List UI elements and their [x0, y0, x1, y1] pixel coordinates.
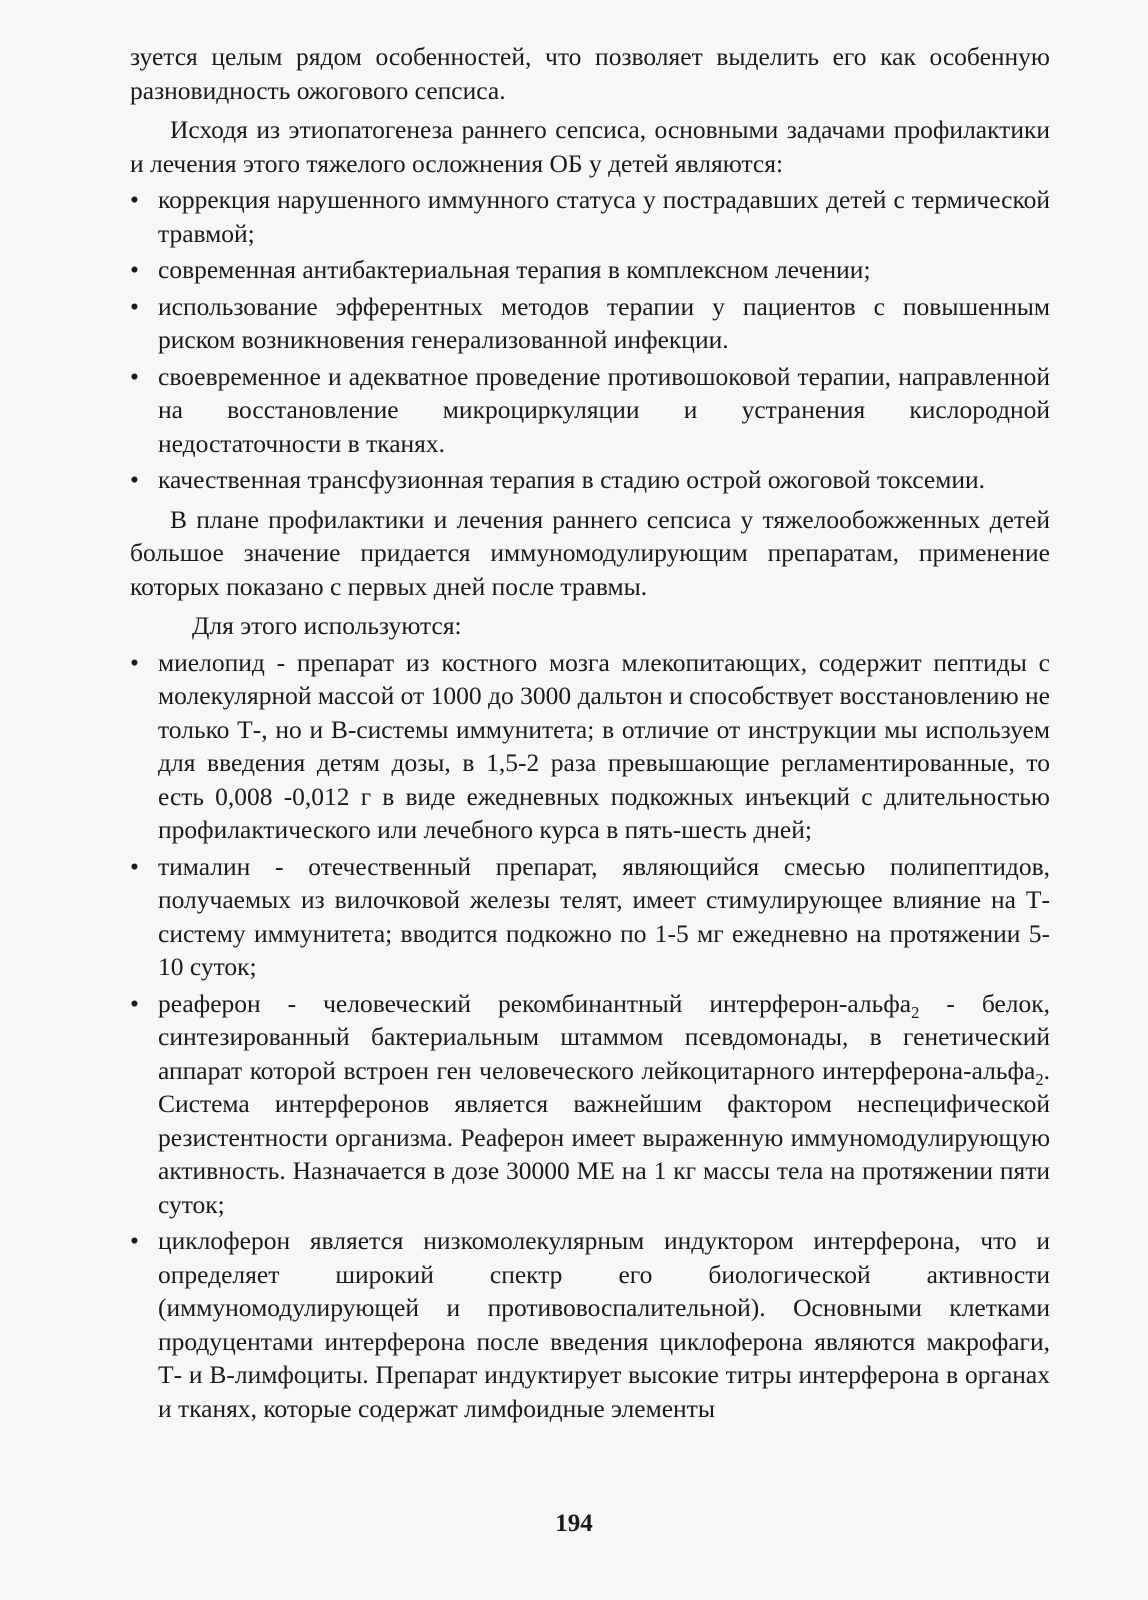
bullet-icon: •	[130, 361, 139, 391]
bullet-icon: •	[130, 851, 139, 881]
used-drugs-heading: Для этого используются:	[192, 611, 462, 640]
list-item-text: качественная трансфузионная терапия в стадию острой ожоговой токсемии.	[158, 465, 986, 494]
subscript: 2	[1035, 1069, 1044, 1089]
list-item-text: современная антибактериальная терапия в комплексном лечении;	[158, 255, 871, 284]
list-item	[130, 360, 1050, 461]
list-item-text: своевременное и адекватное проведение противошоковой терапии, направленной на восстановление микроциркуляции и устранения кислородной недостаточности в тканях.	[158, 361, 1050, 458]
bullet-icon: •	[130, 1226, 139, 1255]
list-item-cikloferon	[130, 1224, 1050, 1425]
list-item	[130, 253, 1050, 287]
bullet-icon: •	[130, 988, 139, 1018]
intro-paragraph: зуется целым рядом особенностей, что позволяет выделить его как особенную разновидность ожогового сепсиса.	[130, 42, 1050, 105]
tasks-intro-paragraph: Исходя из этиопатогенеза раннего сепсиса, основными задачами профилактики и лечения этого тяжелого осложнения ОБ у детей являются:	[130, 115, 1050, 178]
reaferon-text-part-1: реаферон - человеческий рекомбинантный интерферон-альфа	[158, 988, 912, 1018]
reaferon-text-part-3: . Система интерферонов является важнейшим фактором неспецифической резистентности организма. Реаферон имеет выраженную иммуномодулирующую активность. Назначается в дозе 30000 МЕ на 1 кг массы тела на протяжении пяти суток;	[158, 1055, 1050, 1219]
reaferon-text-part-2: - белок, синтезированный бактериальным штаммом псевдомонады, в генетический аппарат которой встроен ген человеческого лейкоцитарного интерферона-альфа	[158, 988, 1051, 1085]
bullet-icon: •	[130, 465, 139, 494]
list-item	[130, 463, 1050, 497]
list-item-text	[158, 989, 1050, 1219]
subscript: 2	[911, 1002, 920, 1022]
tasks-list	[130, 183, 1050, 497]
bullet-icon: •	[130, 647, 139, 677]
list-item-timalin	[130, 850, 1050, 984]
list-item-text: миелопид - препарат из костного мозга млекопитающих, содержит пептиды с молекулярной массой от 1000 до 3000 дальтон и способствует восстановлению не только Т-, но и В-системы иммунитета; в отличие от инструкции мы используем для введения детям дозы, в 1,5-2 раза превышающие регламентированные, то есть 0,008 -0,012 г в виде ежедневных подкожных инъекций с длительностью профилактического или лечебного курса в пять-шесть дней;	[158, 647, 1050, 844]
drugs-list	[130, 646, 1050, 1426]
list-item-reaferon	[130, 987, 1050, 1222]
page-number: 194	[555, 1510, 593, 1537]
bullet-icon: •	[130, 255, 139, 284]
list-item-text: тималин - отечественный препарат, являющийся смесью полипептидов, получаемых из вилочковой железы телят, имеет стимулирующее влияние на Т-систему иммунитета; вводится подкожно по 1-5 мг ежедневно на протяжении 5-10 суток;	[158, 851, 1050, 981]
list-item-mielopid	[130, 646, 1050, 847]
list-item-text: коррекция нарушенного иммунного статуса у пострадавших детей с термической травмой;	[158, 185, 1050, 248]
bullet-icon: •	[130, 185, 139, 214]
list-item-text: использование эфферентных методов терапии у пациентов с повышенным риском возникновения генерализованной инфекции.	[158, 291, 1050, 354]
list-item	[130, 290, 1050, 357]
prophylaxis-paragraph: В плане профилактики и лечения раннего сепсиса у тяжелообожженных детей большое значение придается иммуномодулирующим препаратам, применение которых показано с первых дней после травмы.	[130, 504, 1050, 601]
list-item	[130, 183, 1050, 250]
list-item-text: циклоферон является низкомолекулярным индуктором интерферона, что и определяет широкий спектр его биологической активности (иммуномодулирующей и противовоспалительной). Основными клетками продуцентами интерферона после введения циклоферона являются макрофаги, Т- и В-лимфоциты. Препарат индуктирует высокие титры интерферона в органах и тканях, которые содержат лимфоидные элементы	[158, 1226, 1050, 1423]
page-body	[130, 40, 1050, 1425]
bullet-icon: •	[130, 291, 139, 321]
